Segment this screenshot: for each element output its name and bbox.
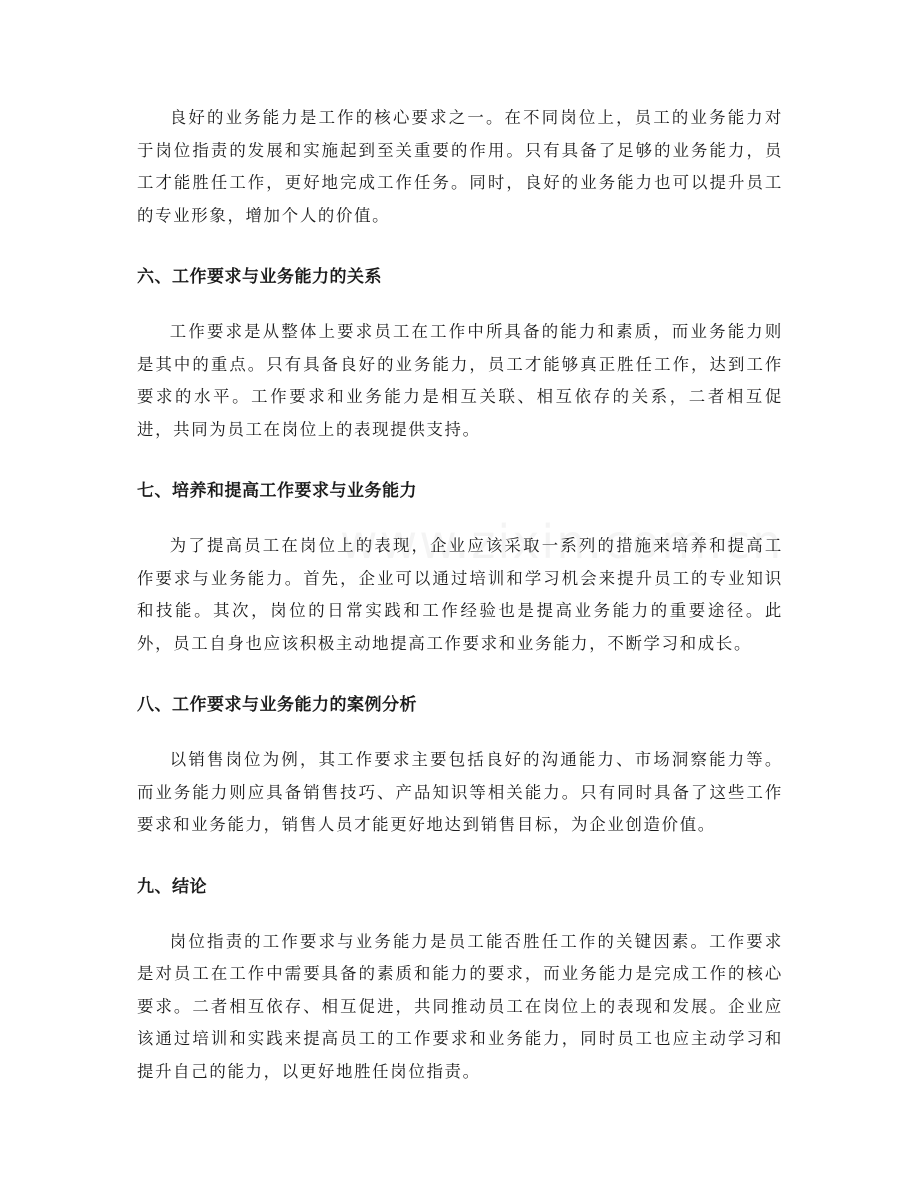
section-9-heading: 九、结论 bbox=[137, 876, 207, 897]
section-9-paragraph: 岗位指责的工作要求与业务能力是员工能否胜任工作的关键因素。工作要求是对员工在工作中需要具备的素质和能力的要求，而业务能力是完成工作的核心要求。二者相互依存、相互促进，共同推动员工在岗位上的表现和发展。企业应该通过培训和实践来提高员工的工作要求和业务能力，同时员工也应主动学习和提升自己的能力，以更好地胜任岗位指责。 bbox=[137, 931, 783, 1081]
document-body bbox=[137, 102, 783, 1088]
section-8-paragraph: 以销售岗位为例，其工作要求主要包括良好的沟通能力、市场洞察能力等。而业务能力则应具备销售技巧、产品知识等相关能力。只有同时具备了这些工作要求和业务能力，销售人员才能更好地达到销售目标，为企业创造价值。 bbox=[137, 750, 783, 834]
intro-paragraph: 良好的业务能力是工作的核心要求之一。在不同岗位上，员工的业务能力对于岗位指责的发展和实施起到至关重要的作用。只有具备了足够的业务能力，员工才能胜任工作，更好地完成工作任务。同时，良好的业务能力也可以提升员工的专业形象，增加个人的价值。 bbox=[137, 108, 783, 225]
section-6-heading: 六、工作要求与业务能力的关系 bbox=[137, 267, 382, 287]
section-8-heading: 八、工作要求与业务能力的案例分析 bbox=[137, 695, 417, 715]
section-6-paragraph: 工作要求是从整体上要求员工在工作中所具备的能力和素质，而业务能力则是其中的重点。只有具备良好的业务能力，员工才能够真正胜任工作，达到工作要求的水平。工作要求和业务能力是相互关联、相互依存的关系，二者相互促进，共同为员工在岗位上的表现提供支持。 bbox=[137, 322, 783, 439]
section-7-heading: 七、培养和提高工作要求与业务能力 bbox=[137, 481, 417, 501]
section-7-paragraph: 为了提高员工在岗位上的表现，企业应该采取一系列的措施来培养和提高工作要求与业务能力。首先，企业可以通过培训和学习机会来提升员工的专业知识和技能。其次，岗位的日常实践和工作经验也是提高业务能力的重要途径。此外，员工自身也应该积极主动地提高工作要求和业务能力，不断学习和成长。 bbox=[137, 536, 783, 653]
